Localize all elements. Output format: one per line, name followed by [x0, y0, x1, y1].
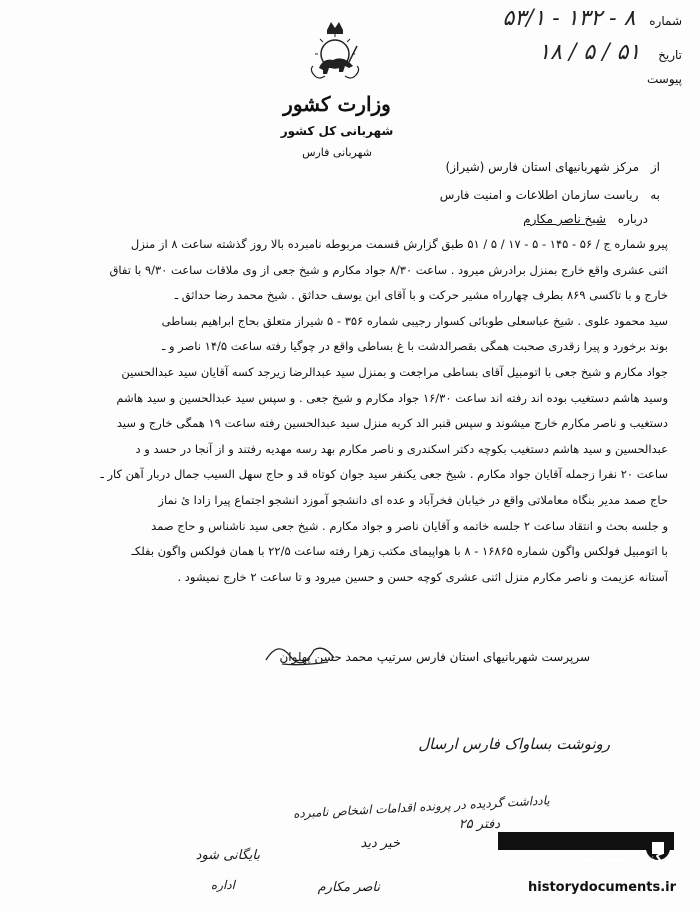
body-line: ساعت ۲۰ نفرا زجمله آقایان جواد مکارم . شیخ جعی یکنفر سید جوان کوتاه قد و حاج سهل السیب جمال دربار آهن کار ـ	[100, 467, 668, 482]
date-label: تاریخ	[658, 48, 682, 62]
report-body	[24, 232, 668, 590]
annotation-name: ناصر مکارم	[317, 880, 380, 895]
annotation-filed: یادداشت گردیده در پرونده اقدامات اشخاص نامبرده	[292, 793, 551, 821]
department-name: شهربانی کل کشور	[280, 124, 394, 138]
body-line: سید محمود علوی . شیخ عباسعلی طوبائی کسوار رجیبی شماره ۳۵۶ - ۵ شیراز متعلق بحاج ابراهیم بساطی	[161, 313, 668, 328]
to-label: به	[650, 188, 660, 202]
signature-line: سرپرست شهربانیهای استان فارس سرتیپ محمد حسن پهلوان	[279, 650, 590, 664]
about-row	[523, 212, 648, 226]
attachment-label: پیوست	[647, 72, 682, 86]
annotation-seen: خیر دید	[360, 836, 400, 851]
body-line: آستانه عزیمت و ناصر مکارم منزل اثنی عشری کوچه حسن و حسین میرود و تا ساعت ۲ خارج نمیشود .	[177, 569, 668, 584]
body-line: بوند برخورد و پیرا زقدری صحبت همگی بقصرالدشت با غ بساطی واقع در چوگیا رفته ساعت ۱۴/۵ ناصر و ـ	[161, 339, 668, 354]
to-value: ریاست سازمان اطلاعات و امنیت فارس	[439, 188, 639, 202]
annotation-department: اداره	[210, 878, 235, 892]
body-line: دستغیب و ناصر مکارم خارج میشوند و سپس قنبر الد کربه منزل سید عبدالحسین رفته ساعت ۱۹ همگی خارج و سید	[116, 416, 668, 431]
branch-name: شهربانی فارس	[302, 146, 372, 159]
annotation-archive: بایگانی شود	[195, 848, 260, 863]
about-value: شیخ ناصر مکارم	[523, 212, 606, 226]
stamp-text: مرکز بررسی اسناد تاریخی	[520, 851, 678, 865]
body-line: با اتومبیل فولکس واگون شماره ۱۶۸۶۵ - ۸ با هواپیمای مکتب زهرا رفته ساعت ۲۲/۵ با همان فولکس واگون بفلکـ	[131, 544, 668, 559]
number-value: ۸ - ۱۳۲ - ۵۳/۱	[502, 6, 636, 31]
body-line: پیرو شماره ج / ۵۶ - ۱۴۵ - ۵ - ۱۷ / ۵ / ۵۱ طبق گزارش قسمت مربوطه نامبرده بالا روز گذشته ساعت ۸ از منزل	[130, 237, 668, 251]
body-line: خارج و با تاکسی ۸۶۹ بطرف چهارراه مشیر حرکت و با آقای ابن یوسف حداثق . شیخ محمد رضا حداثق ـ	[174, 288, 668, 303]
attachment-row	[647, 72, 682, 86]
lion-and-sun-emblem-icon	[305, 20, 365, 82]
body-line: جواد مکارم و شیخ جعی با اتومبیل آقای بساطی مراجعت و بمنزل سید عبدالرضا زیرجد کسه آقایان سید عبدالحسین	[121, 364, 668, 379]
number-row	[502, 6, 682, 31]
from-row	[446, 160, 660, 174]
body-line: و جلسه بحث و انتقاد ساعت ۲ جلسه خاتمه و آقایان ناصر و جواد مکارم . شیخ جعی سید ناشناس و حاج صمد	[151, 518, 668, 533]
date-value: ۵۱ / ۵ / ۱۸	[538, 40, 641, 65]
body-line: عبدالحسین و سید هاشم دستغیب بکوچه دکتر اسکندری و ناصر مکارم بهد رسه مهدیه رفتند و از آنجا در حسد و د	[135, 441, 668, 456]
signature-scribble-icon	[262, 636, 342, 670]
annotation-office: دفتر ۲۵	[458, 817, 500, 832]
body-line: حاج صمد مدیر بنگاه معاملاتی واقع در خیابان فخرآباد و عده ای دانشجو آموزد انشجو اجتماع پیرا زادا ئ نماز	[158, 492, 668, 507]
number-label: شماره	[649, 14, 682, 28]
body-line: اثنی عشری واقع خارج بمنزل برادرش میرود . ساعت ۸/۳۰ جواد مکارم و شیخ جعی از وی ملاقات ساعت ۹/۳۰ با تفاق	[109, 262, 668, 277]
about-label: درباره	[617, 212, 648, 226]
to-row	[440, 188, 660, 202]
date-row	[538, 40, 682, 65]
stamp-url: historydocuments.ir	[528, 880, 677, 895]
body-line: وسید هاشم دستغیب بوده اند رفته اند ساعت ۱۶/۳۰ جواد مکارم و شیخ جعی . و سپس سید عبدالحسین و سید هاشم	[116, 390, 668, 405]
from-label: از	[650, 160, 660, 174]
from-value: مرکز شهربانیهای استان فارس (شیراز)	[445, 160, 640, 174]
ministry-title: وزارت کشور	[283, 92, 391, 116]
annotation-forwarded: رونوشت بساواک فارس ارسال	[418, 735, 610, 753]
